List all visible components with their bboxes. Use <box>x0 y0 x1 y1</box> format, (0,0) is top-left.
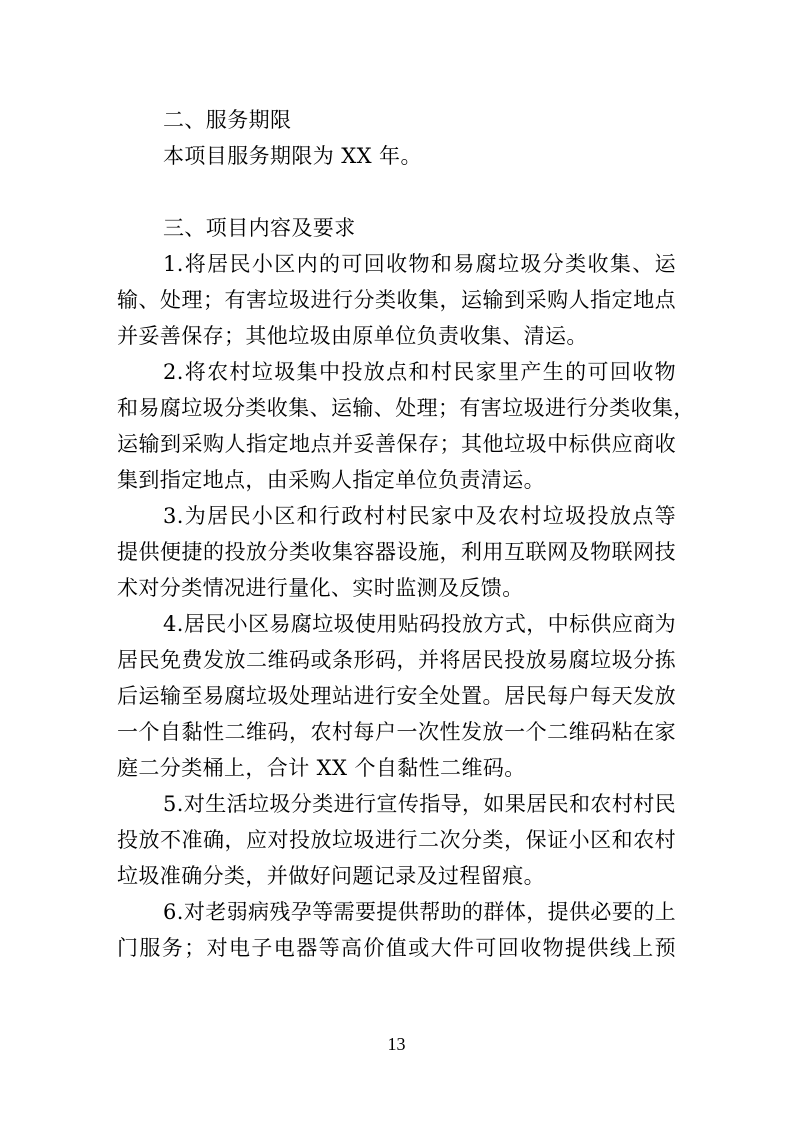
list-item <box>117 606 676 786</box>
page-number: 13 <box>387 1034 406 1054</box>
item-line: 提供便捷的投放分类收集容器设施，利用互联网及物联网技 <box>117 540 676 564</box>
item-line: 集到指定地点，由采购人指定单位负责清运。 <box>117 468 545 492</box>
item-line: 居民免费发放二维码或条形码，并将居民投放易腐垃圾分拣 <box>117 648 676 672</box>
item-line: 5.对生活垃圾分类进行宣传指导，如果居民和农村村民 <box>163 792 677 816</box>
item-line: 6.对老弱病残孕等需要提供帮助的群体，提供必要的上 <box>163 900 677 924</box>
item-line: 垃圾准确分类，并做好问题记录及过程留痕。 <box>117 864 545 888</box>
item-line: 3.为居民小区和行政村村民家中及农村垃圾投放点等 <box>163 504 676 528</box>
item-line: 一个自黏性二维码，农村每户一次性发放一个二维码粘在家 <box>117 720 676 744</box>
section-heading-service-period: 二、服务期限 <box>163 108 292 132</box>
list-item <box>117 354 695 498</box>
item-line: 术对分类情况进行量化、实时监测及反馈。 <box>117 576 524 600</box>
section-heading-project-content: 三、项目内容及要求 <box>163 216 356 240</box>
item-line: 输、处理；有害垃圾进行分类收集，运输到采购人指定地点 <box>117 288 676 312</box>
paragraph-gap <box>117 174 676 210</box>
list-item <box>117 786 676 894</box>
item-line: 2.将农村垃圾集中投放点和村民家里产生的可回收物 <box>163 360 676 384</box>
item-line: 1.将居民小区内的可回收物和易腐垃圾分类收集、运 <box>163 252 676 276</box>
item-line: 后运输至易腐垃圾处理站进行安全处置。居民每户每天发放 <box>117 684 676 708</box>
item-line: 并妥善保存；其他垃圾由原单位负责收集、清运。 <box>117 324 588 348</box>
item-line: 4.居民小区易腐垃圾使用贴码投放方式，中标供应商为 <box>163 612 677 636</box>
list-item <box>117 894 676 966</box>
document-body <box>117 102 695 966</box>
item-line: 运输到采购人指定地点并妥善保存；其他垃圾中标供应商收 <box>117 432 676 456</box>
item-line: 和易腐垃圾分类收集、运输、处理；有害垃圾进行分类收集， <box>117 396 695 420</box>
service-period-text: 本项目服务期限为 XX 年。 <box>163 144 422 168</box>
list-item <box>117 498 676 606</box>
item-line: 门服务；对电子电器等高价值或大件可回收物提供线上预 <box>117 936 676 960</box>
item-line: 投放不准确，应对投放垃圾进行二次分类，保证小区和农村 <box>117 828 676 852</box>
item-line: 庭二分类桶上，合计 XX 个自黏性二维码。 <box>117 756 526 780</box>
list-item <box>117 246 676 354</box>
